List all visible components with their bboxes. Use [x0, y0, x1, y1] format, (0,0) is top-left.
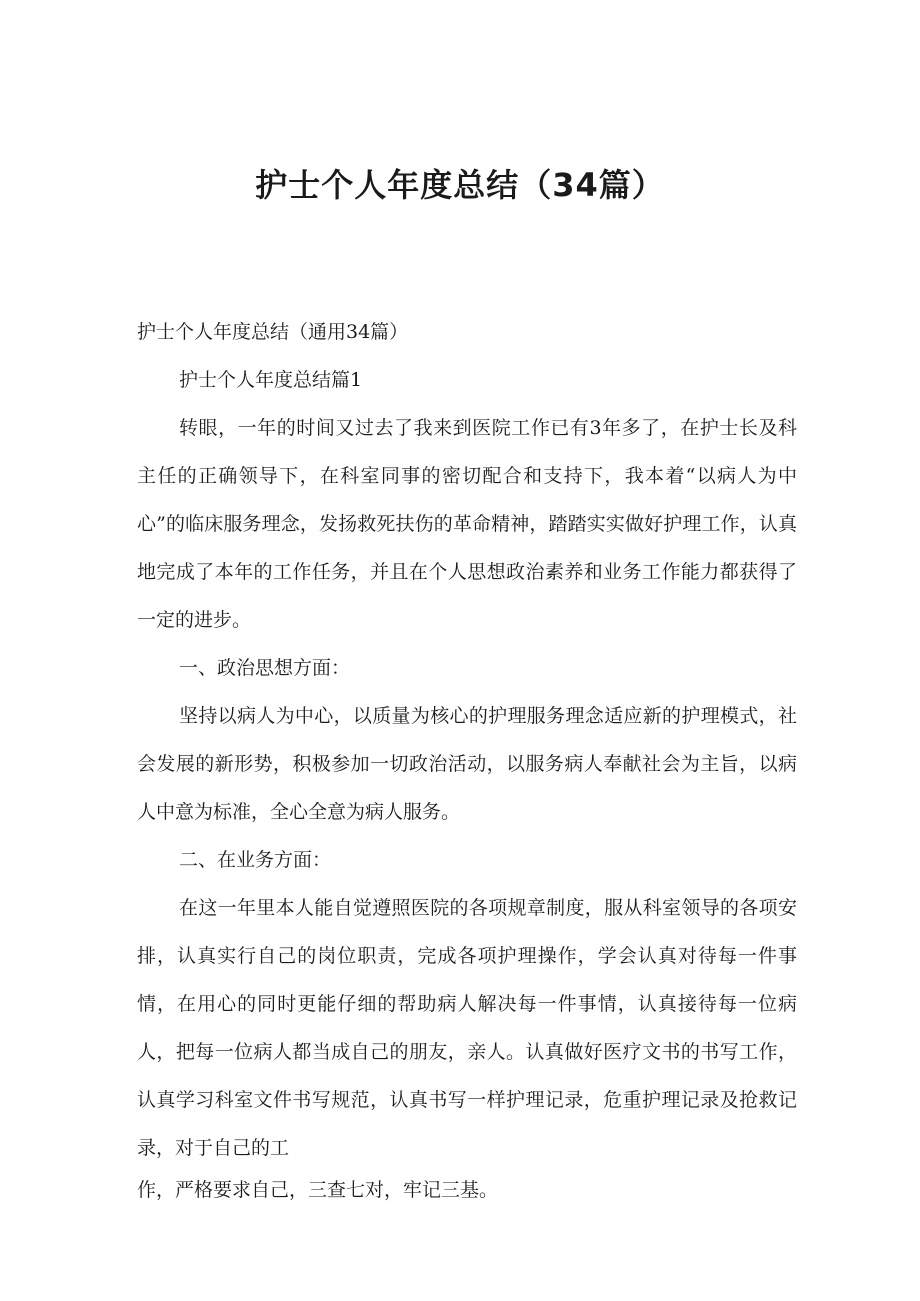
business-heading: 二、在业务方面：	[179, 849, 332, 871]
paragraph-business: 在这一年里本人能自觉遵照医院的各项规章制度，服从科室领导的各项安排，认真实行自己的岗位职责，完成各项护理操作，学会认真对待每一件事情，在用心的同时更能仔细的帮助病人解决每一件事情，认真接待每一位病人，把每一位病人都当成自己的朋友，亲人。认真做好医疗文书的书写工作，认真学习科室文件书写规范，认真书写一样护理记录，危重护理记录及抢救记录，对于自己的工	[137, 897, 797, 1159]
paragraph-business-tail: 作，严格要求自己，三查七对，牢记三基。	[137, 1179, 499, 1201]
paragraph-intro: 转眼，一年的时间又过去了我来到医院工作已有3年多了，在护士长及科主任的正确领导下，在科室同事的密切配合和支持下，我本着“以病人为中心”的临床服务理念，发扬救死扶伤的革命精神，踏踏实实做好护理工作，认真地完成了本年的工作任务，并且在个人思想政治素养和业务工作能力都获得了一定的进步。	[137, 417, 797, 631]
politics-heading: 一、政治思想方面：	[179, 657, 351, 679]
document-subtitle: 护士个人年度总结（通用34篇）	[137, 321, 409, 343]
paragraph-politics: 坚持以病人为中心，以质量为核心的护理服务理念适应新的护理模式，社会发展的新形势，积极参加一切政治活动，以服务病人奉献社会为主旨，以病人中意为标准，全心全意为病人服务。	[137, 705, 797, 823]
document-body	[137, 308, 797, 1208]
section-heading: 护士个人年度总结篇1	[179, 369, 363, 391]
document-title: 护士个人年度总结（34篇）	[255, 166, 665, 204]
